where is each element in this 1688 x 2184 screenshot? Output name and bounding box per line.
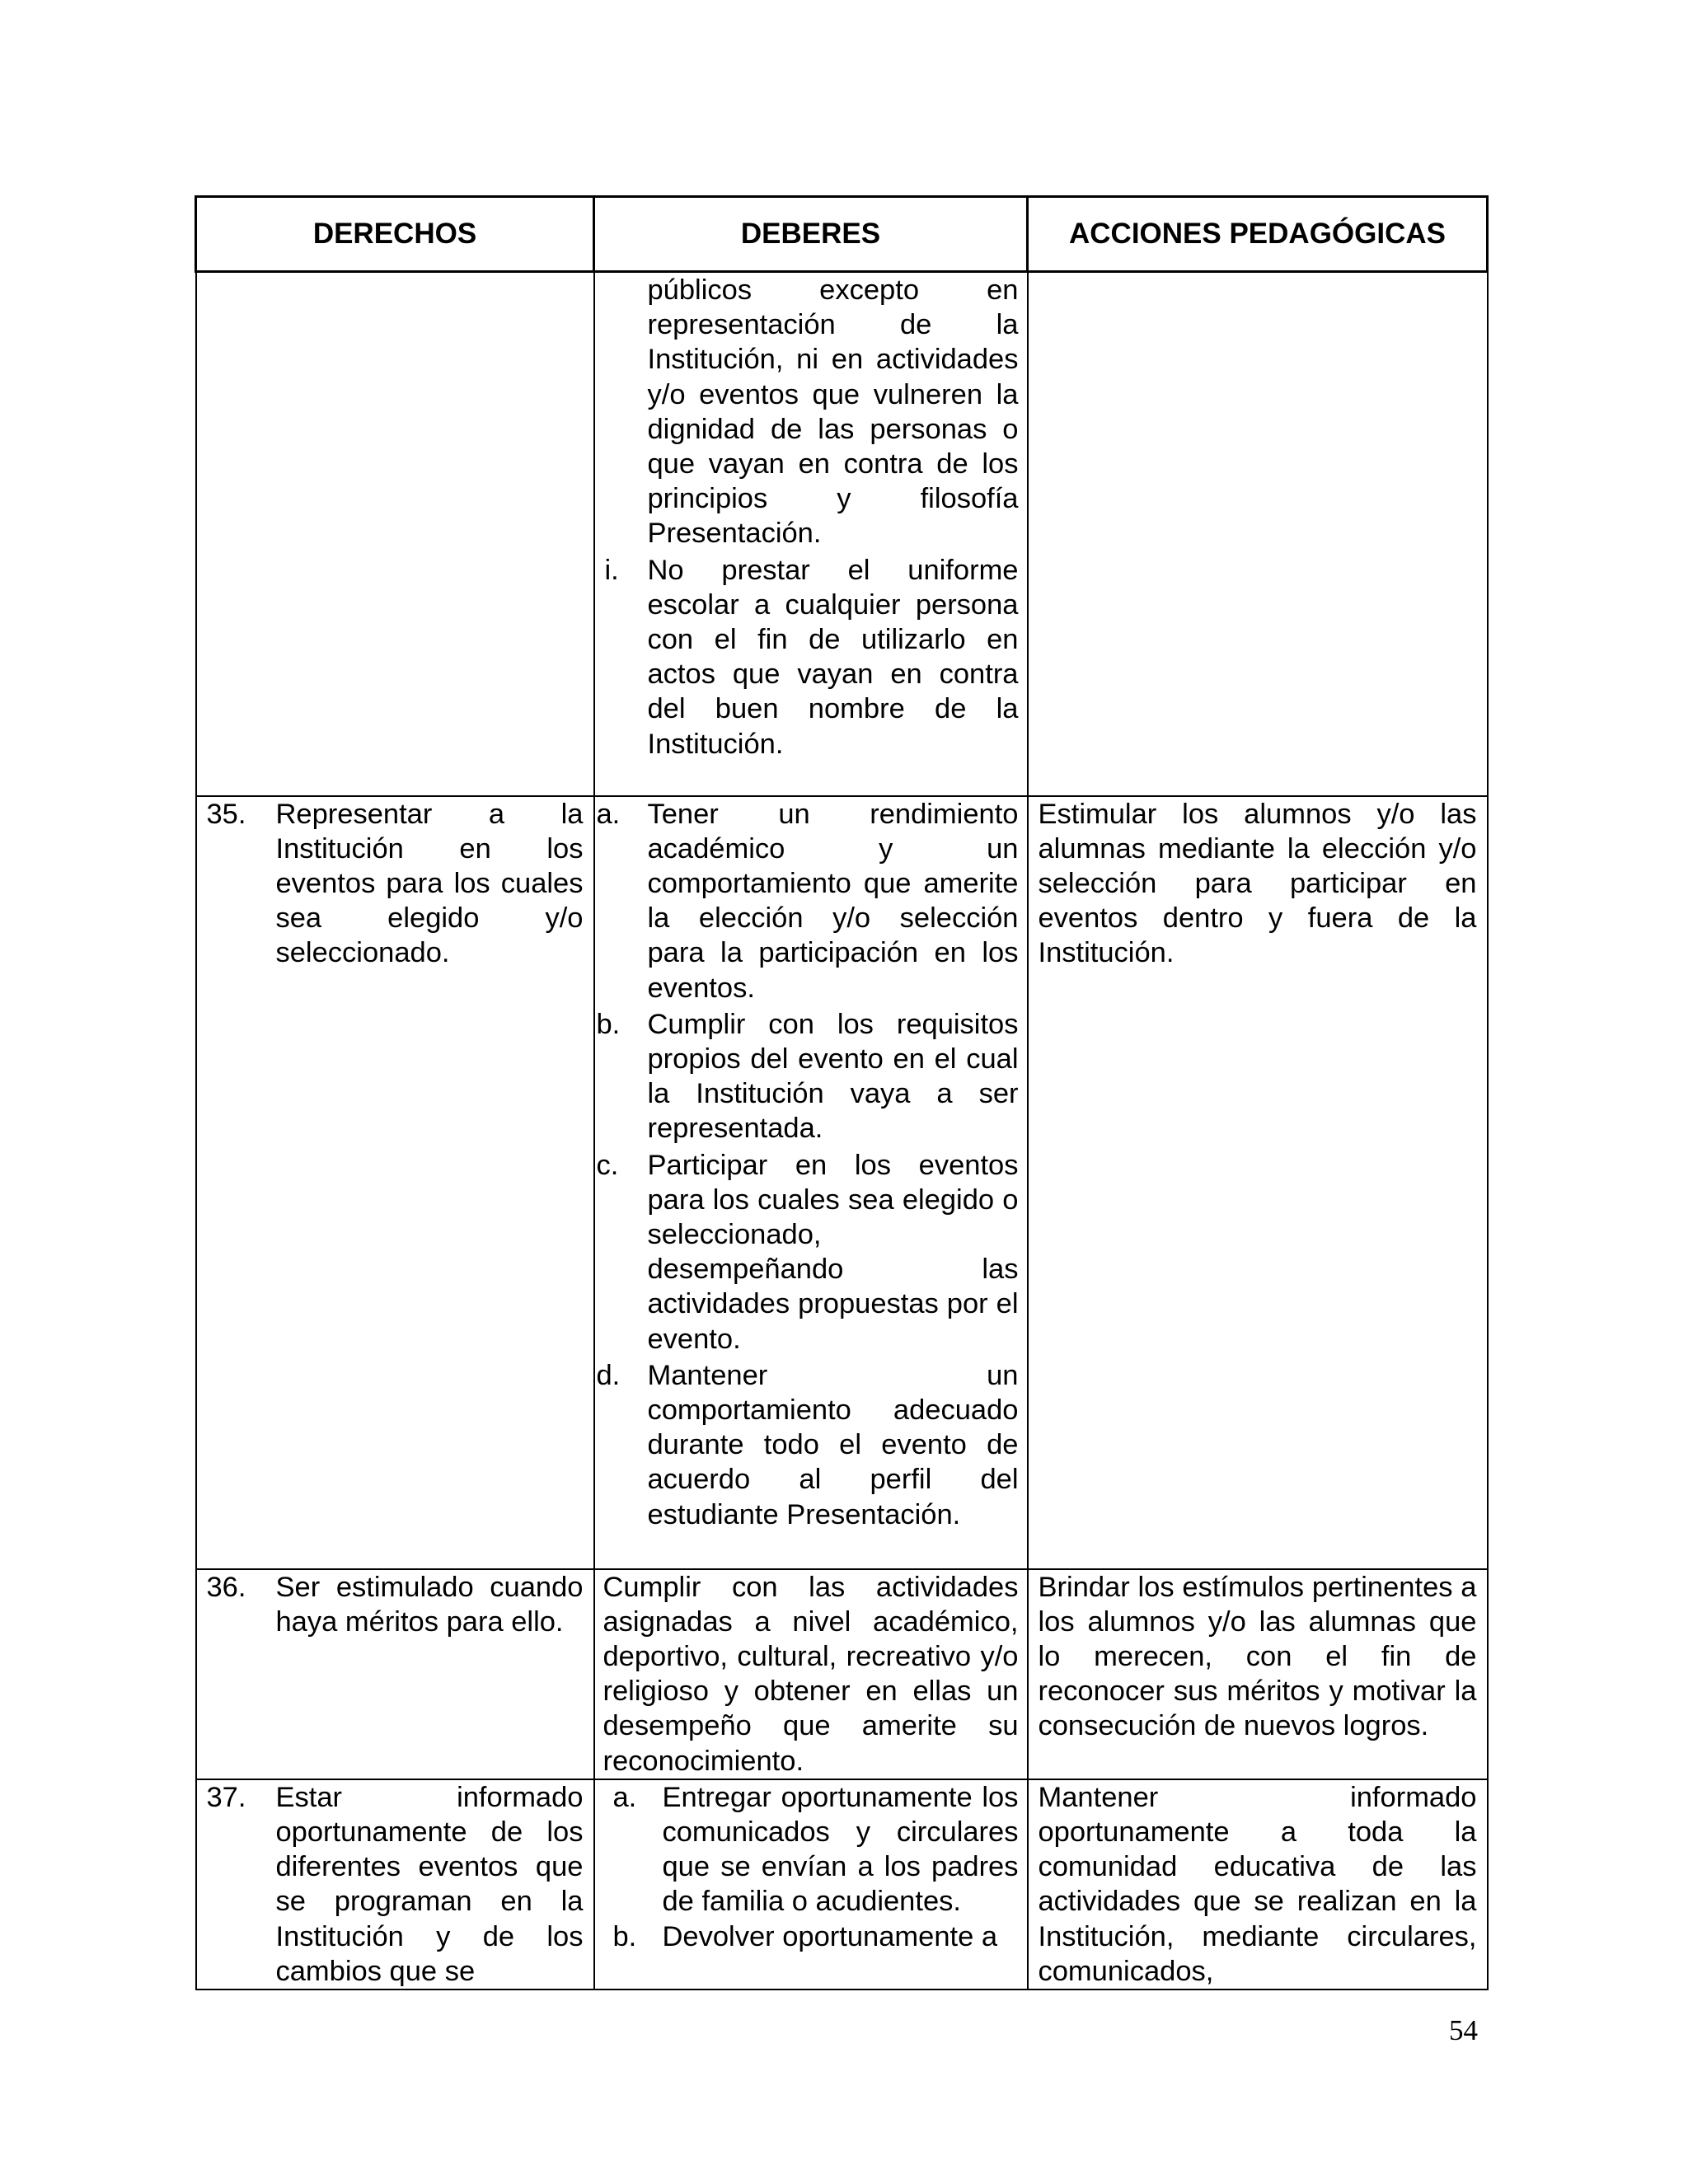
deber-item-label: d. [596,1359,621,1391]
deber-item-text: Tener un rendimiento académico y un comportamiento que amerite la elección y/o selección para la participación en los eventos. [647,798,1019,1004]
deber-item-label: a. [612,1781,637,1813]
header-deberes: DEBERES [594,197,1028,272]
accion-text: Brindar los estímulos pertinentes a los alumnos y/o las alumnas que lo merecen, con el fin de reconocer sus méritos y motivar la consecución de nuevos logros. [1038,1571,1477,1742]
deber-item [597,1358,1019,1532]
accion-cell [1028,1569,1488,1779]
deber-item-label: b. [612,1920,637,1952]
derecho-item [207,1780,584,1989]
derecho-cell [196,1779,594,1990]
deber-continuation-text: públicos excepto en representación de la Institución, ni en actividades y/o eventos que vulneren la dignidad de las personas o que vayan en contra de los principios y filosofía Presentación. [647,274,1019,550]
table-row [196,796,1488,1569]
derecho-text: Ser estimulado cuando haya méritos para ello. [275,1571,584,1638]
deber-item-text: Entregar oportunamente los comunicados y circulares que se envían a los padres de familia o acudientes. [662,1781,1019,1918]
accion-cell [1028,272,1488,796]
deber-item-label: b. [596,1008,621,1040]
derecho-item [207,797,584,971]
deber-text: Cumplir con las actividades asignadas a nivel académico, deportivo, cultural, recreativo y/o religioso y obtener en ellas un desempeño que amerite su reconocimiento. [603,1571,1019,1777]
deber-item [597,797,1019,1005]
deber-item [597,1780,1019,1919]
deber-item [597,1007,1019,1146]
deber-item-text: Cumplir con los requisitos propios del evento en el cual la Institución vaya a ser representada. [647,1008,1019,1145]
derecho-cell [196,272,594,796]
deberes-cell [594,1779,1028,1990]
accion-text: Estimular los alumnos y/o las alumnas mediante la elección y/o selección para participar en eventos dentro y fuera de la Institución. [1038,798,1477,969]
deberes-cell [594,1569,1028,1779]
accion-cell [1028,796,1488,1569]
derecho-item [207,1570,584,1639]
deber-item-label: a. [596,798,621,830]
derecho-cell [196,1569,594,1779]
derechos-deberes-table [195,195,1489,1990]
deber-item [597,553,1019,762]
table-header-row [196,197,1488,272]
table-row [196,272,1488,796]
deber-item-text: Devolver oportunamente a [662,1920,998,1952]
deber-item-text: No prestar el uniforme escolar a cualquier persona con el fin de utilizarlo en actos que vayan en contra del buen nombre de la Institución. [647,554,1019,760]
deber-item-label: i. [604,554,619,586]
deber-item-text: Participar en los eventos para los cuales sea elegido o seleccionado, desempeñando las actividades propuestas por el evento. [647,1149,1019,1355]
derecho-cell [196,796,594,1569]
page-number: 54 [1449,2014,1478,2046]
deber-continuation [597,273,1019,551]
derecho-text: Estar informado oportunamente de los diferentes eventos que se programan en la Institución y de los cambios que se [275,1781,584,1987]
derecho-number: 37. [206,1781,246,1813]
table-row [196,1569,1488,1779]
deberes-cell [594,796,1028,1569]
derecho-number: 35. [206,798,246,830]
header-acciones: ACCIONES PEDAGÓGICAS [1028,197,1488,272]
accion-cell [1028,1779,1488,1990]
deberes-cell [594,272,1028,796]
deber-item-label: c. [596,1149,619,1181]
deber-item [597,1919,1019,1954]
derecho-number: 36. [206,1571,246,1603]
accion-text: Mantener informado oportunamente a toda la comunidad educativa de las actividades que se realizan en la Institución, mediante circulares, comunicados, [1038,1781,1477,1987]
header-derechos: DERECHOS [196,197,594,272]
derecho-text: Representar a la Institución en los eventos para los cuales sea elegido y/o seleccionado. [275,798,584,969]
deber-item [597,1148,1019,1357]
table-row [196,1779,1488,1990]
deber-item-text: Mantener un comportamiento adecuado durante todo el evento de acuerdo al perfil del estudiante Presentación. [647,1359,1019,1530]
